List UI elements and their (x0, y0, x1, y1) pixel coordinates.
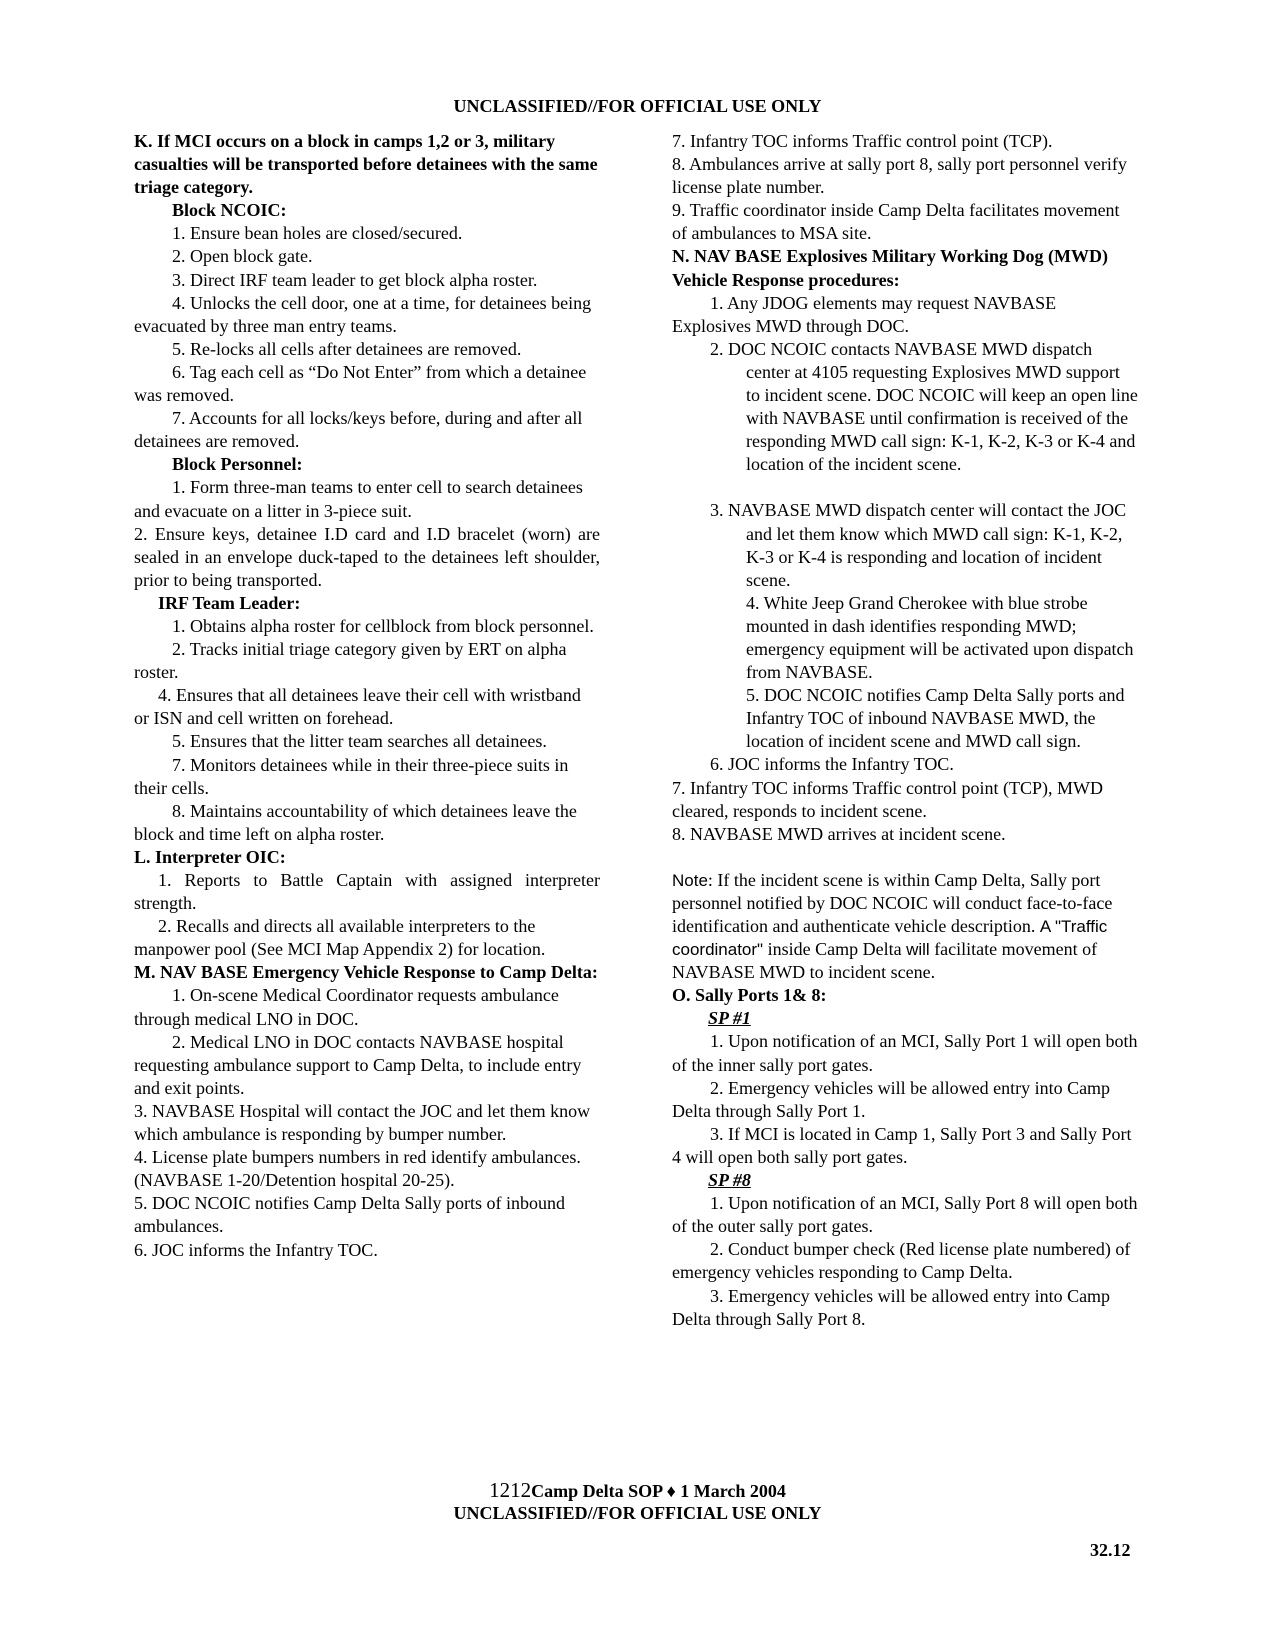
list-item: 5. Re-locks all cells after detainees are removed. (172, 338, 522, 359)
section-m-heading: M. NAV BASE Emergency Vehicle Response to Camp Delta: (134, 962, 598, 983)
section-o-heading: O. Sally Ports 1& 8: (672, 985, 827, 1006)
spacer (672, 846, 1138, 869)
list-item: 5. Ensures that the litter team searches all detainees. (172, 731, 547, 752)
list-item: 2. Ensure keys, detainee I.D card and I.D bracelet (worn) are sealed in an envelope duck-taped to the detainees left shoulder, prior to being transported. (134, 523, 600, 590)
section-k-heading: K. If MCI occurs on a block in camps 1,2 or 3, military casualties will be transported before detainees with the same triage category. (134, 131, 598, 198)
right-column (672, 130, 1138, 1331)
sop-title: Camp Delta SOP ♦ 1 March 2004 (531, 1481, 786, 1501)
list-item: 1. Upon notification of an MCI, Sally Port 1 will open both of the inner sally port gates. (672, 1031, 1138, 1075)
section-n-heading: N. NAV BASE Explosives Military Working Dog (MWD) Vehicle Response procedures: (672, 246, 1109, 290)
list-item: 3. NAVBASE MWD dispatch center will contact the JOC and let them know which MWD call sign: K-1, K-2, K-3 or K-4 is responding and location of incident scene. (710, 500, 1127, 590)
list-item: 4. Ensures that all detainees leave their cell with wristband or ISN and cell written on forehead. (134, 685, 581, 729)
list-item: 4. Unlocks the cell door, one at a time, for detainees being evacuated by three man entry teams. (134, 292, 592, 336)
block-ncoic-heading: Block NCOIC: (172, 200, 287, 221)
page-footer (0, 1478, 1275, 1524)
list-item: 1. Any JDOG elements may request NAVBASE Explosives MWD through DOC. (672, 292, 1057, 336)
list-item: 7. Accounts for all locks/keys before, during and after all detainees are removed. (134, 408, 583, 452)
list-item: 6. Tag each cell as “Do Not Enter” from which a detainee was removed. (134, 361, 587, 406)
list-item: 7. Infantry TOC informs Traffic control point (TCP). (672, 131, 1053, 151)
list-item: 8. NAVBASE MWD arrives at incident scene. (672, 823, 1006, 844)
block-personnel-heading: Block Personnel: (172, 454, 303, 475)
spacer (672, 476, 1138, 499)
list-item: 2. Emergency vehicles will be allowed entry into Camp Delta through Sally Port 1. (672, 1077, 1111, 1121)
page-id: 32.12 (1090, 1540, 1131, 1560)
list-item: 1. Form three-man teams to enter cell to search detainees and evacuate on a litter in 3-piece suit. (134, 477, 583, 521)
footer-sop-line (0, 1478, 1275, 1503)
left-column (134, 130, 600, 1262)
list-item: 1. Ensure bean holes are closed/secured. (172, 223, 463, 244)
list-item: 5. DOC NCOIC notifies Camp Delta Sally ports and Infantry TOC of inbound NAVBASE MWD, the location of incident scene and MWD call sign. (746, 685, 1125, 752)
list-item: 9. Traffic coordinator inside Camp Delta facilitates movement of ambulances to MSA site. (672, 200, 1120, 244)
list-item: 2. Tracks initial triage category given by ERT on alpha roster. (134, 639, 567, 683)
sp1-heading: SP #1 (708, 1008, 751, 1029)
list-item: 4. White Jeep Grand Cherokee with blue strobe mounted in dash identifies responding MWD; emergency equipment will be activated upon dispatch from NAVBASE. (746, 592, 1134, 683)
list-item: 2. Medical LNO in DOC contacts NAVBASE hospital requesting ambulance support to Camp Delta, to include entry and exit points. (134, 1031, 582, 1098)
list-item: 7. Infantry TOC informs Traffic control point (TCP), MWD cleared, responds to incident scene. (672, 777, 1103, 821)
list-item: 2. DOC NCOIC contacts NAVBASE MWD dispatch center at 4105 requesting Explosives MWD support to incident scene. DOC NCOIC will keep an open line with NAVBASE until confirmation is received of the responding MWD call sign: K-1, K-2, K-3 or K-4 and location of the incident scene. (710, 338, 1138, 475)
page-number: 1212 (489, 1478, 532, 1502)
list-item: 8. Maintains accountability of which detainees leave the block and time left on alpha roster. (134, 800, 577, 844)
list-item: 5. DOC NCOIC notifies Camp Delta Sally ports of inbound ambulances. (134, 1193, 565, 1237)
list-item: 1. On-scene Medical Coordinator requests ambulance through medical LNO in DOC. (134, 985, 559, 1029)
irf-team-leader-heading: IRF Team Leader: (158, 592, 301, 613)
list-item: 2. Conduct bumper check (Red license plate numbered) of emergency vehicles responding to Camp Delta. (672, 1239, 1131, 1283)
note-paragraph: Note: If the incident scene is within Camp Delta, Sally port personnel notified by DOC NCOIC will conduct face-to-face identification and authenticate vehicle description. A "Traffic coordinator" inside Camp Delta will facilitate movement of NAVBASE MWD to incident scene. (672, 869, 1113, 983)
list-item: 2. Recalls and directs all available interpreters to the manpower pool (See MCI Map Appendix 2) for location. (134, 916, 546, 960)
list-item: 3. If MCI is located in Camp 1, Sally Port 3 and Sally Port 4 will open both sally port gates. (672, 1123, 1132, 1167)
list-item: 3. NAVBASE Hospital will contact the JOC and let them know which ambulance is responding by bumper number. (134, 1100, 591, 1145)
list-item: 1. Obtains alpha roster for cellblock from block personnel. (172, 615, 594, 636)
note-label: Note (672, 870, 708, 890)
list-item: 1. Upon notification of an MCI, Sally Port 8 will open both of the outer sally port gates. (672, 1193, 1138, 1237)
list-item: 6. JOC informs the Infantry TOC. (134, 1239, 378, 1260)
classification-footer: UNCLASSIFIED//FOR OFFICIAL USE ONLY (453, 1503, 822, 1523)
list-item: 2. Open block gate. (172, 246, 313, 267)
list-item: 4. License plate bumpers numbers in red identify ambulances. (NAVBASE 1-20/Detention hospital 20-25). (134, 1147, 581, 1191)
list-item: 1. Reports to Battle Captain with assigned interpreter strength. (134, 870, 600, 914)
classification-header: UNCLASSIFIED//FOR OFFICIAL USE ONLY (453, 96, 822, 116)
sp8-heading: SP #8 (708, 1170, 751, 1191)
list-item: 3. Direct IRF team leader to get block alpha roster. (172, 269, 538, 290)
list-item: 8. Ambulances arrive at sally port 8, sally port personnel verify license plate number. (672, 154, 1127, 198)
section-l-heading: L. Interpreter OIC: (134, 846, 286, 867)
list-item: 6. JOC informs the Infantry TOC. (710, 754, 954, 775)
list-item: 3. Emergency vehicles will be allowed entry into Camp Delta through Sally Port 8. (672, 1285, 1111, 1329)
list-item: 7. Monitors detainees while in their three-piece suits in their cells. (134, 754, 569, 798)
